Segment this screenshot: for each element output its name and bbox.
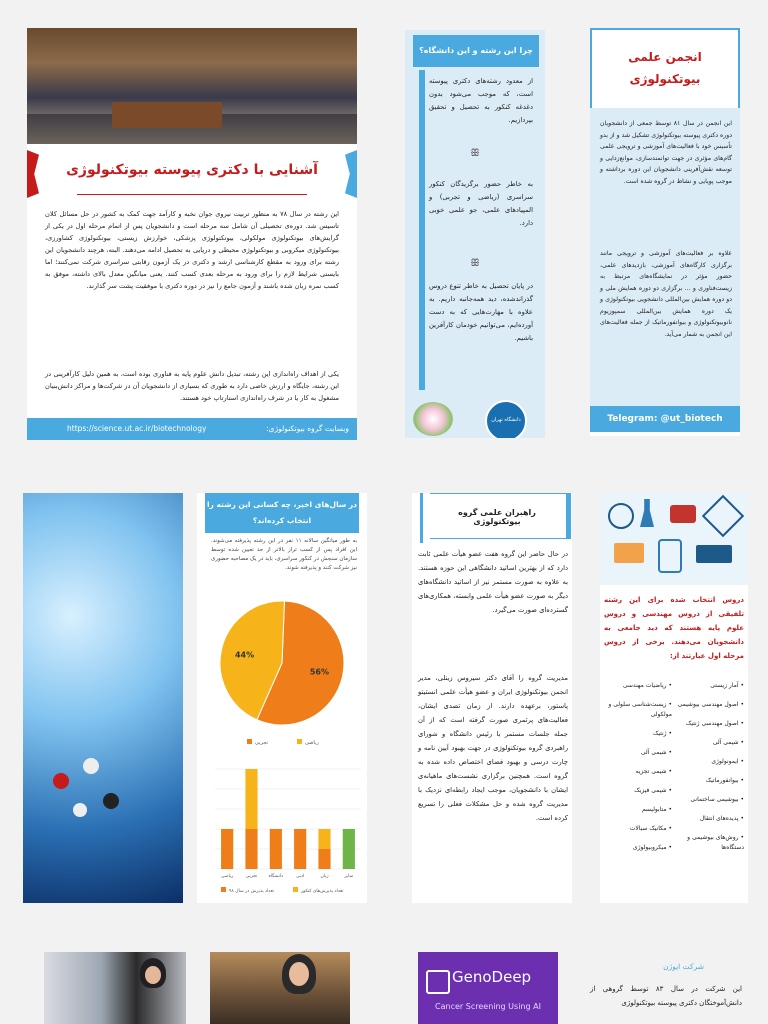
legend-swatch	[221, 887, 226, 892]
bar	[221, 829, 233, 869]
company-heading: شرکت ایوژن	[663, 962, 704, 971]
leaders-para-1: در حال حاضر این گروه هفت عضو هیأت علمی ثابت دارد که از بهترین اساتید دانشگاهی این حوزه هستند. به علاوه به صورت مستمر نیز از اساتید دانشگاه‌های دیگر به صورت عضو هیأت علمی وابسته، همکاری‌های گسترده‌ای صورت می‌گیرد.	[418, 550, 568, 614]
legend-label: ریاضی	[305, 740, 319, 746]
genodeep-logo-icon	[426, 970, 450, 994]
legend-swatch	[297, 739, 302, 744]
divider-icon: ꕥ	[470, 148, 480, 159]
course-item: • شیمی فیزیک	[634, 787, 672, 794]
association-title: انجمن علمی بیوتکنولوژی	[628, 50, 702, 86]
course-item: • مکانیک سیالات	[629, 825, 672, 832]
title-banner	[27, 144, 357, 218]
leaders-para-2: مدیریت گروه را آقای دکتر سیروس زینلی، مدیر انجمن بیوتکنولوژی ایران و عضو هیأت علمی انستیتو پاستور، برعهده دارند. از زمان تصدی ایشان، فعالیت‌های پرثمری صورت گرفته است که از آن جمله جلسات مستمر با رئیس دانشگاه و شورای راهبردی گروه بیوتکنولوژی در جهت بهبود آیین نامه و چارت درسی و بهبود فضای اختصاص داده شده به گروه است. همچنین برگزاری نشست‌های ماهیانه‌ی ایشان با دانشجویان، موجب ایجاد رابطه‌ای نزدیک با مدیریت گروه شده و حل مشکلات فعلی را تسریع کرده است.	[418, 674, 568, 822]
bar	[245, 829, 257, 869]
courses-col-right	[674, 681, 744, 862]
dna-tree-logo	[413, 402, 453, 436]
course-item: • اصول مهندسی ژنتیک	[685, 720, 744, 727]
course-item: • متابولیسم	[641, 806, 672, 813]
pie-data-label: 56%	[309, 667, 330, 677]
title-underline	[77, 194, 307, 195]
legend-label: تعداد پذیرش‌های کنکور	[301, 889, 344, 894]
pie-data-label: 44%	[234, 650, 255, 660]
page-why	[405, 30, 545, 438]
legend-label: تجربی	[255, 740, 268, 746]
course-item: • شیمی آلی	[712, 739, 744, 746]
telegram-link[interactable]: Telegram: @ut_biotech	[590, 406, 740, 432]
course-item: • آمار زیستی	[710, 682, 744, 689]
x-tick-label: زبان	[320, 874, 329, 879]
bar	[318, 849, 330, 869]
university-logo: دانشگاه تهران	[485, 400, 527, 438]
page-leaders	[412, 493, 572, 903]
why-reason-1: از معدود رشته‌های دکتری پیوسته است، که موجب می‌شود بدون دغدغه کنکور به تحصیل و تحقیق بپردازیم.	[429, 77, 533, 124]
intro-paragraph: این رشته در سال ۷۸ به منظور تربیت نیروی جوان نخبه و کارآمد جهت کمک به کشور در حل مسائل کلان تاسیس شد. دوره‌ی تحصیلی آن شامل سه مرحله است و دانشجویان پس از اتمام مرحله اول در یکی از گرایش‌های بیوتکنولوژی مولکولی، بیوتکنولوژی پزشکی، خوارزش زیستی، بیوتکنولوژی کشاورزی، بیوتکنولوژی میکروبی و بیوتکنولوژی محیطی و دریایی به تحصیل ادامه می‌دهند. البته، هرچند دانشجویان این رشته برای ورود به مقطع کارشناسی ارشد و دکتری در یک آزمون رقابتی سراسری شرکت نمی‌کنند؛ اما بایستی شرایط لازم را برای ورود به مرحله بعدی کسب کنند. یعنی میانگین معدل بالای داشته، موفق به کسب نمره زبان شده باشند و آزمون جامع را نیز در دوره دکتری با موفقیت پشت سر گذارند.	[45, 210, 340, 290]
x-tick-label: تجربی	[245, 874, 258, 879]
x-tick-label: ریاضی	[220, 874, 234, 879]
course-item: • ایمونولوژی	[711, 758, 744, 765]
bar	[318, 829, 330, 849]
leaders-title-box	[430, 493, 571, 539]
goal-paragraph: یکی از اهداف راه‌اندازی این رشته، تبدیل دانش علوم پایه به فناوری بوده است، به همین دلیل کارآفرینی در این رشته، جایگاه و ارزش خاصی دارد به طوری که بسیاری از دانشجویان آن در شرکت‌ها و مراکز دانش‌بنیان مشغول به کار یا در شرف راه‌اندازی استارتاپ خود هستند.	[45, 370, 339, 402]
pie-chart	[207, 593, 357, 763]
applicants-intro: به طور میانگین سالانه ۱۱ نفر در این رشته پذیرفته می‌شوند. این افراد پس از کسب تراز بالاتر از حد تعیین شده توسط سازمان سنجش در کنکور سراسری، باید در یک مصاحبه حضوری نیز شرکت کنند و پذیرفته شوند.	[211, 538, 357, 571]
researcher-photo-2	[210, 952, 350, 1024]
course-item: • ریاضیات مهندسی	[622, 682, 672, 689]
page-title: آشنایی با دکتری پیوسته بیوتکنولوژی	[66, 162, 318, 178]
page-courses	[600, 493, 748, 903]
divider-icon: ꕥ	[470, 258, 480, 269]
page-association	[590, 28, 740, 436]
course-item: • ژنتیک	[652, 730, 672, 737]
why-reason-3: در پایان تحصیل به خاطر تنوع دروس گذراندشده، دید همه‌جانبه داریم. به علاوه با مهارت‌هایی که به دست آورده‌ایم، می‌توانیم خودمان کارآفرین باشیم.	[429, 282, 533, 342]
association-para-2: علاوه بر فعالیت‌های آموزشی و ترویجی مانند برگزاری کارگاه‌های آموزشی، بازدیدهای علمی، حضور مؤثر در نمایشگاه‌های مرتبط به زیست‌فناوری و ... برگزاری دو دوره همایش ملی و دو دوره همایش بین‌المللی دانشجویی بیوتکنولوژی و یک دوره همایش بین‌المللی سمپوزیوم نانوبیوتکنولوژی و بیوانفورماتیک از جمله فعالیت‌های این انجمن به شمار می‌آید.	[600, 250, 732, 338]
courses-col-left	[602, 681, 672, 862]
legend-swatch	[293, 887, 298, 892]
footer-label: وبسایت گروه بیوتکنولوژی:	[266, 424, 349, 433]
x-tick-label: ادبی	[296, 874, 305, 879]
company-text: این شرکت در سال ۸۳ توسط گروهی از دانش‌آموختگان دکتری پیوسته بیوتکنولوژی	[590, 985, 742, 1007]
bar	[294, 829, 306, 869]
applicants-title: در سال‌های اخیر، چه کسانی این رشته را انتخاب کرده‌اند؟	[205, 493, 359, 533]
why-title: چرا این رشته و این دانشگاه؟	[413, 35, 539, 67]
bar-chart	[201, 763, 363, 903]
group-photo	[27, 28, 357, 144]
genodeep-brand: GenoDeep	[452, 968, 532, 986]
bar	[343, 829, 355, 869]
page-intro	[27, 28, 357, 440]
science-icons-banner	[600, 493, 748, 585]
researcher-photo-1	[44, 952, 186, 1024]
genodeep-banner	[418, 952, 558, 1024]
company-info	[580, 952, 746, 1024]
course-item: • بیوانفورماتیک	[705, 777, 744, 784]
course-item: • میکروبیولوژی	[632, 844, 672, 851]
x-tick-label: دانشگاه	[268, 874, 284, 879]
legend-label: تعداد پذیرش در سال ۹۸	[229, 889, 275, 894]
bar	[270, 829, 282, 869]
course-item: • شیمی آلی	[640, 749, 672, 756]
bar	[245, 769, 257, 829]
course-item: • اصول مهندسی بیوشیمی	[677, 701, 744, 708]
website-link[interactable]: https://science.ut.ac.ir/biotechnology	[67, 424, 207, 433]
biotech-image	[23, 493, 183, 903]
leaders-title: راهبران علمی گروه بیوتکنولوژی	[458, 508, 536, 526]
courses-intro: دروس انتخاب شده برای این رشته تلفیقی از دروس مهندسی و دروس علوم پایه هستند که دید جامعی به دانشجویان می‌دهند. برخی از دروس مرحله اول عبارتند از:	[604, 596, 744, 660]
course-item: • بیوشیمی ساختمانی	[690, 796, 744, 803]
footer-bar	[27, 418, 357, 440]
association-para-1: این انجمن در سال ۸۱ توسط جمعی از دانشجویان دوره دکتری پیوسته بیوتکنولوژی تشکیل شد و از بدو تأسیس خود با فعالیت‌های آموزشی و ترویجی علمی گام‌های مؤثری در جهت توانمندسازی، موانع‌زدایی و توسعه نقش‌آفرینی دانشجویان این دوره برداشته و موجب پویایی و نشاط در گروه شده است.	[600, 120, 732, 185]
x-tick-label: سایر	[344, 874, 354, 879]
course-item: • روش‌های بیوشیمی و دستگاه‌ها	[687, 834, 744, 851]
course-item: • شیمی تجزیه	[635, 768, 672, 775]
page-applicants	[197, 493, 367, 903]
genodeep-tagline: Cancer Screening Using AI	[435, 1002, 541, 1011]
course-item: • زیست‌شناسی سلولی و مولکولی	[608, 701, 672, 718]
course-item: • پدیده‌های انتقال	[699, 815, 744, 822]
legend-swatch	[247, 739, 252, 744]
why-reason-2: به خاطر حضور برگزیدگان کنکور سراسری (ریاضی و تجربی) و المپیادهای علمی، جو علمی خوبی دارد.	[429, 180, 533, 227]
